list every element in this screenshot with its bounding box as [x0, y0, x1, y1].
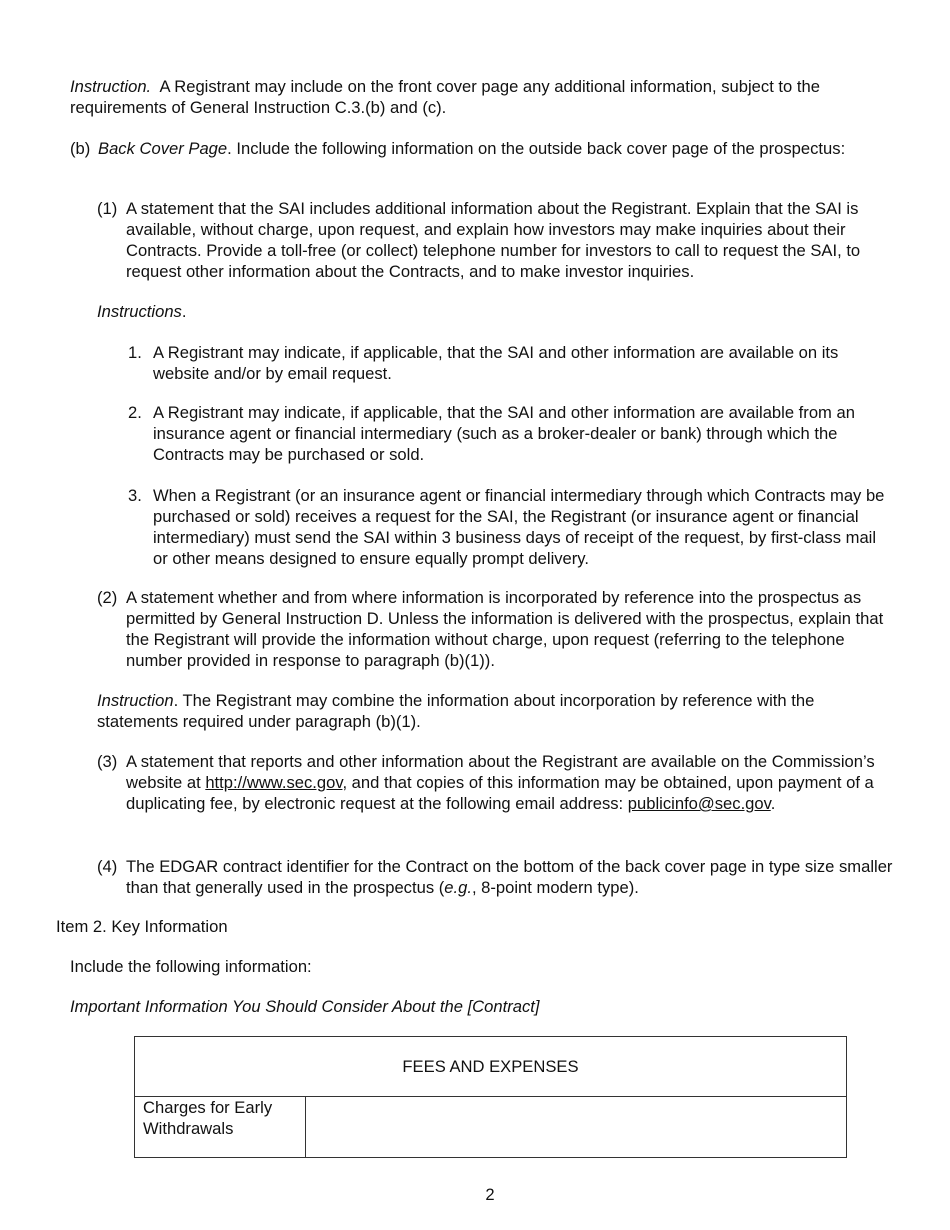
paragraph-b2-label: (2): [97, 588, 118, 607]
paragraph-b3-label: (3): [97, 752, 118, 771]
instruction-item-number: 1.: [128, 343, 142, 362]
paragraph-b-label: (b): [70, 139, 91, 158]
paragraph-b: [98, 138, 888, 159]
instruction-label: Instruction.: [70, 77, 152, 96]
instruction-text: A Registrant may include on the front cover page any additional information, subject to the requirements of General Instruction C.3.(b) and (c).: [70, 77, 820, 117]
fees-table-row-value: [306, 1097, 847, 1158]
paragraph-b1-text: A statement that the SAI includes additional information about the Registrant. Explain that the SAI is available, without charge, upon request, and explain how investors may make inquiries about their Contracts. Provide a toll-free (or collect) telephone number for investors to call to request the SAI, to request other information about the Contracts, and to make investor inquiries.: [126, 199, 861, 281]
paragraph-b1-label: (1): [97, 199, 118, 218]
instructions-heading: Instructions.: [97, 302, 187, 321]
instruction-item-text: A Registrant may indicate, if applicable, that the SAI and other information are available from an insurance agent or financial intermediary (such as a broker-dealer or bank) through which the Contracts may be purchased or sold.: [153, 403, 855, 464]
paragraph-b2-text: A statement whether and from where information is incorporated by reference into the prospectus as permitted by General Instruction D. Unless the information is delivered with the prospectus, explain that the Registrant will provide the information without charge, upon request (referring to the telephone number provided in response to paragraph (b)(1)).: [126, 588, 884, 670]
front-cover-instruction: [70, 76, 890, 118]
instruction-item-number: 3.: [128, 486, 142, 505]
paragraph-b2-instruction: Instruction. The Registrant may combine the information about incorporation by reference with the statements required under paragraph (b)(1).: [97, 691, 815, 731]
fees-table-row-label: Charges for Early Withdrawals: [135, 1097, 306, 1158]
item2-intro: Include the following information:: [70, 957, 312, 976]
instruction-item-text: When a Registrant (or an insurance agent or financial intermediary through which Contracts may be purchased or sold) receives a request for the SAI, the Registrant (or insurance agent or financial intermediary) must send the SAI within 3 business days of receipt of the request, by first-class mail or other means designed to ensure equally prompt delivery.: [153, 486, 885, 568]
sec-website-link[interactable]: http://www.sec.gov: [205, 773, 343, 792]
paragraph-b3-text: A statement that reports and other information about the Registrant are available on the Commission’s website at http://www.sec.gov, and that copies of this information may be obtained, upon payment of a duplicating fee, by electronic request at the following email address: publicinfo@sec.gov.: [126, 752, 875, 813]
paragraph-b4-label: (4): [97, 857, 118, 876]
fees-table: [134, 1036, 847, 1158]
page-number: 2: [485, 1185, 495, 1204]
fees-table-header: FEES AND EXPENSES: [135, 1037, 847, 1097]
back-cover-title: Back Cover Page: [98, 139, 228, 158]
paragraph-b-text: . Include the following information on the outside back cover page of the prospectus:: [227, 139, 846, 158]
instruction-item-number: 2.: [128, 403, 142, 422]
item2-heading: Item 2. Key Information: [56, 917, 228, 936]
item2-subtitle: Important Information You Should Consider About the [Contract]: [70, 997, 540, 1016]
paragraph-b4-text: The EDGAR contract identifier for the Contract on the bottom of the back cover page in type size smaller than that generally used in the prospectus (e.g., 8-point modern type).: [126, 857, 893, 897]
sec-email-link[interactable]: publicinfo@sec.gov: [627, 794, 771, 813]
instruction-item-text: A Registrant may indicate, if applicable, that the SAI and other information are available on its website and/or by email request.: [153, 343, 839, 383]
